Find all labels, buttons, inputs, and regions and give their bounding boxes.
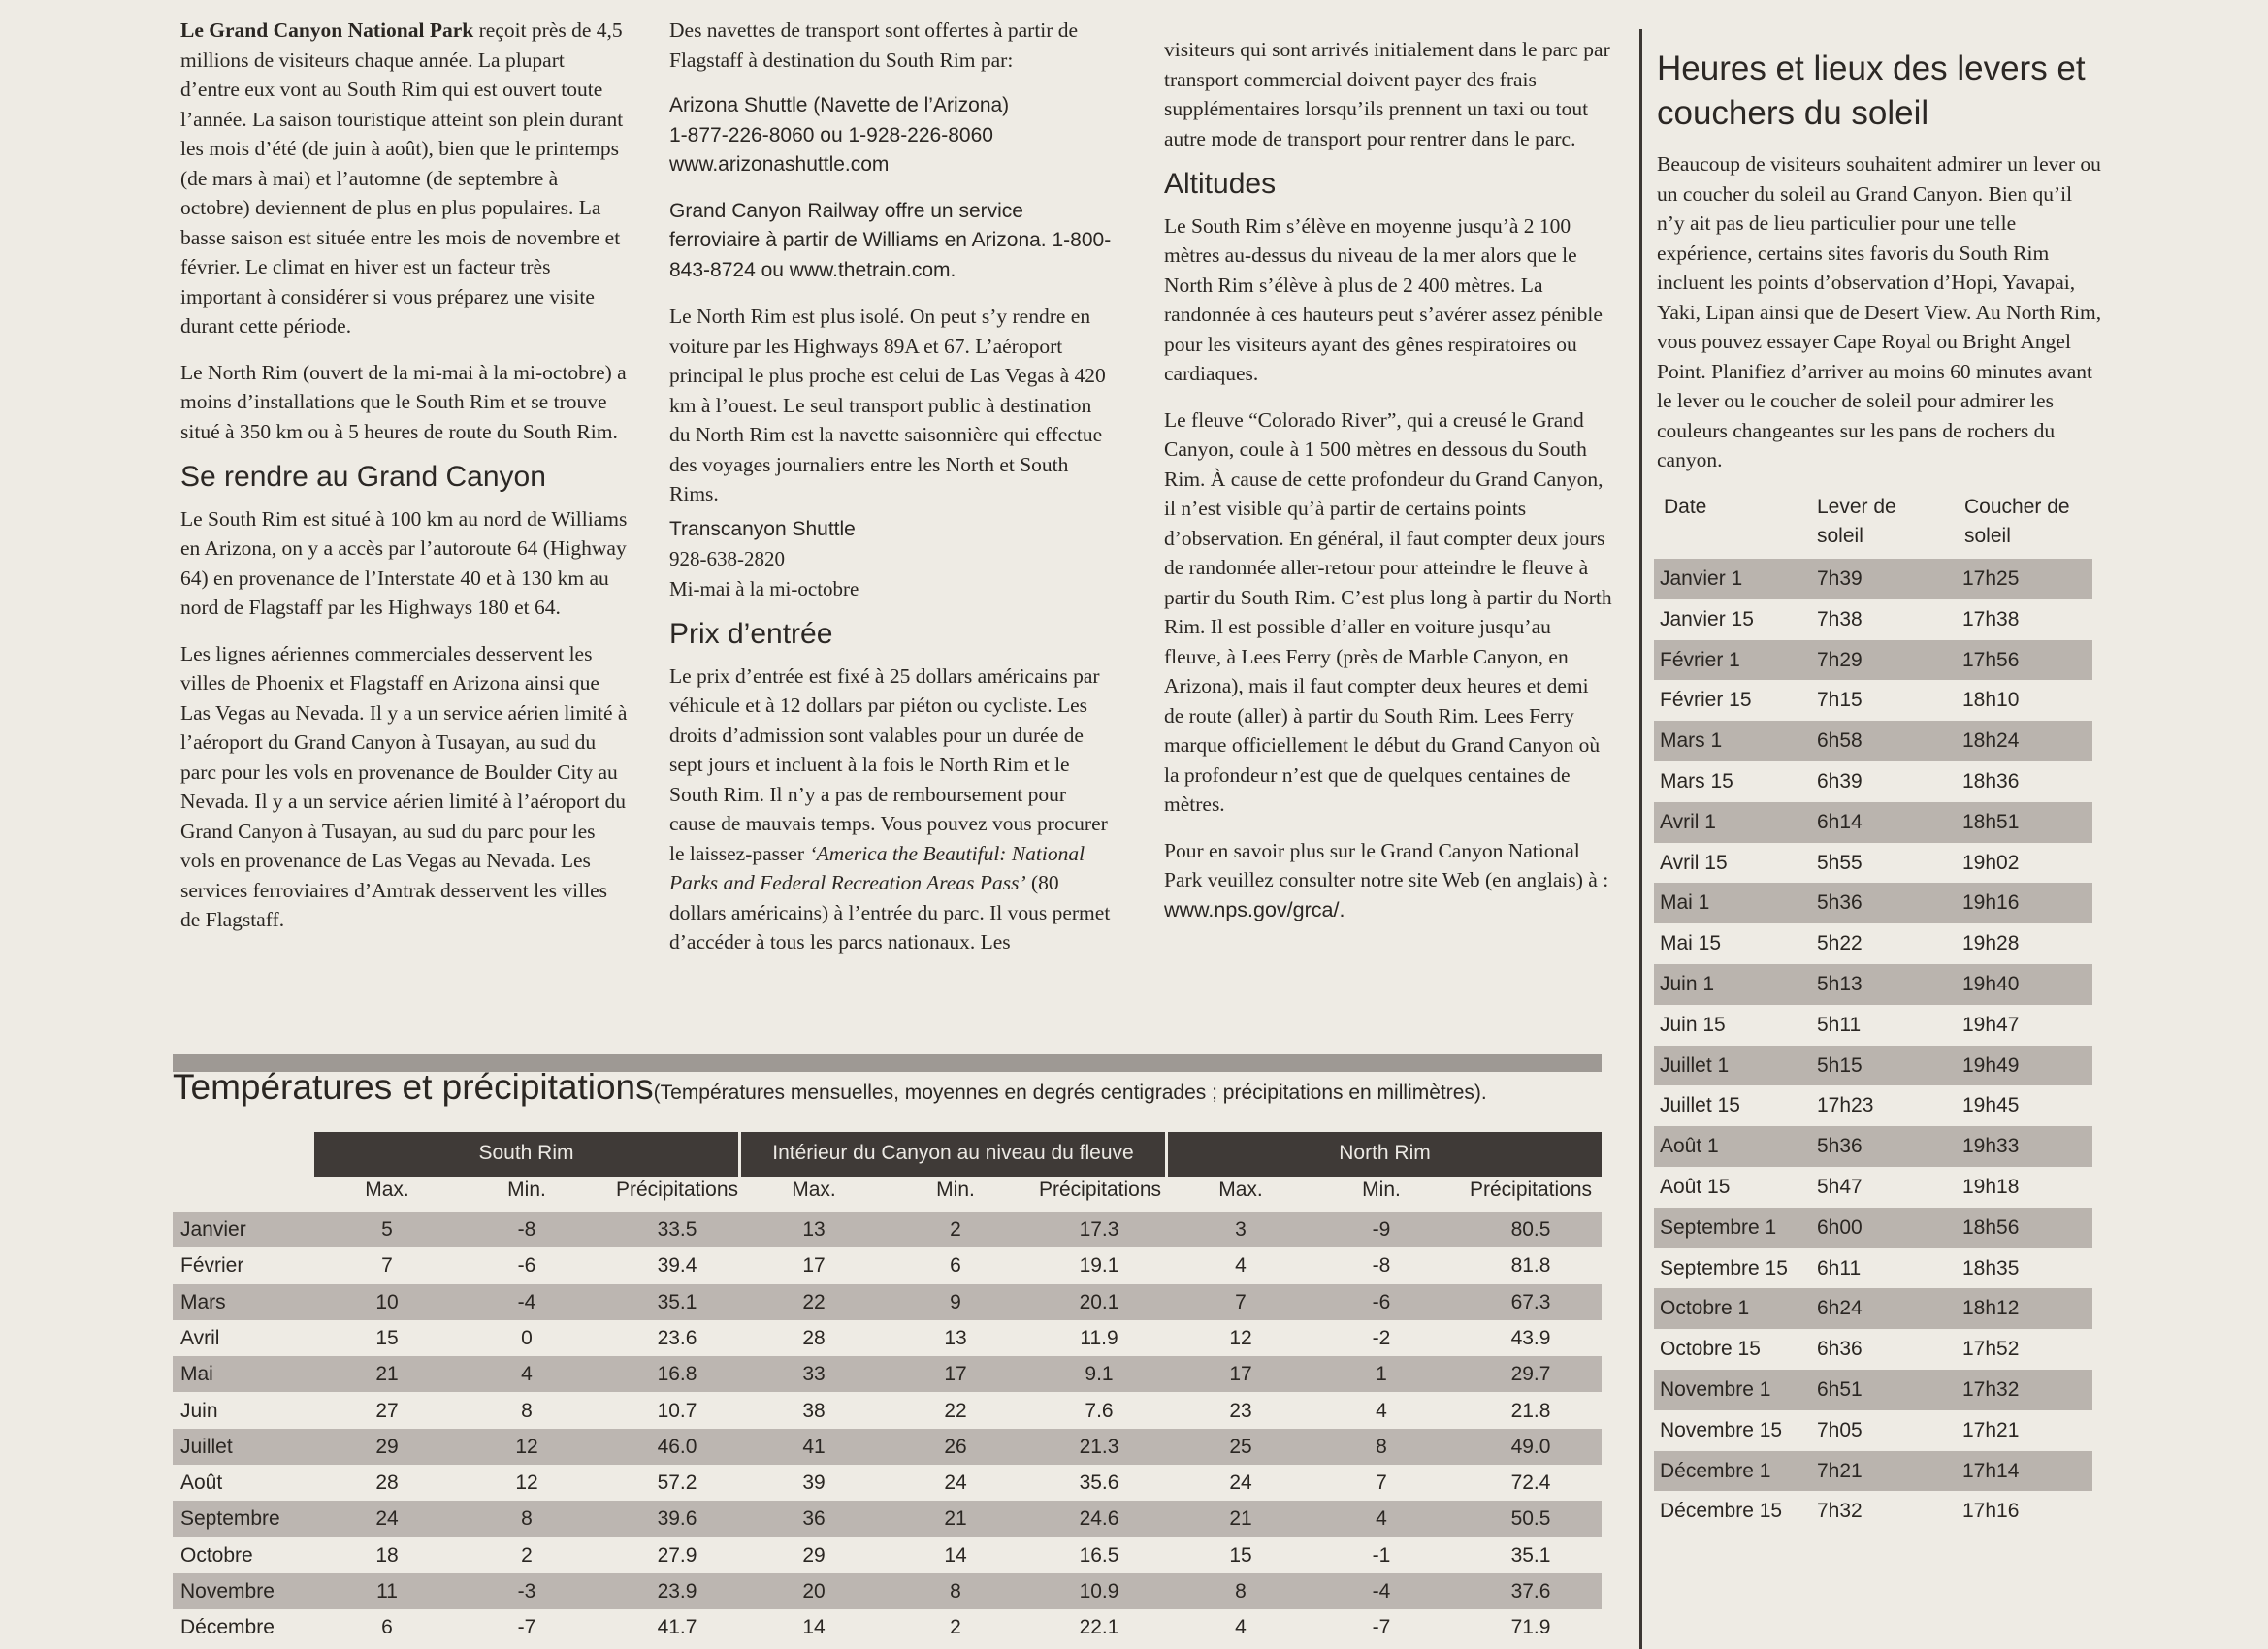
temperature-row (173, 1537, 1602, 1573)
temperature-cell: -7 (517, 1616, 536, 1639)
sun-col-date: Date (1664, 496, 1707, 518)
sunset-time: 17h16 (1962, 1500, 2020, 1523)
sunset-time: 17h56 (1962, 648, 2020, 671)
temperature-row (173, 1465, 1602, 1501)
temperature-cell: 7.6 (1085, 1399, 1114, 1422)
temperature-cell: 16.5 (1079, 1543, 1119, 1567)
transcanyon-block (669, 515, 1116, 604)
temperature-cell: 13 (802, 1218, 826, 1241)
sun-row (1654, 1126, 2092, 1167)
entry-fee-text-end: (80 dollars américains) à l’entrée du parc. Il vous permet d’accéder à tous les parcs nationaux. Les (669, 871, 1111, 954)
temperature-cell: 22 (802, 1290, 826, 1313)
month-label: Mars (180, 1290, 226, 1313)
sun-date: Octobre 15 (1660, 1338, 1761, 1361)
sun-col-sunset: Coucher de soleil (1964, 496, 2070, 547)
temperature-cell: 8 (521, 1507, 533, 1531)
sunrise-time: 7h39 (1817, 567, 1863, 590)
intro-text: reçoit près de 4,5 millions de visiteurs chaque année. La plupart d’entre eux vont au South Rim qui est ouvert toute l’année. La saison touristique atteint son plein durant les mois d’été (de juin à août), bien que le printemps (de mars à mai) et l’automne (de septembre à octobre) deviennent de plus en plus populaires. La basse saison est située entre les mois de novembre et février. Le climat en hiver est un facteur très important à considérer si vous préparez une visite durant cette période. (180, 18, 624, 338)
sun-date: Avril 15 (1660, 851, 1728, 874)
temperature-row (173, 1501, 1602, 1536)
temperature-cell: 21.8 (1510, 1399, 1551, 1422)
month-label: Décembre (180, 1616, 275, 1639)
temperature-cell: 14 (802, 1616, 826, 1639)
pass-name: ‘America the Beautiful: National Parks and Federal Recreation Areas Pass’ (669, 841, 1085, 894)
sun-row (1654, 964, 2092, 1005)
sunset-time: 19h40 (1962, 973, 2020, 995)
intro-park-name: Le Grand Canyon National Park (180, 18, 474, 42)
temperature-cell: -8 (1372, 1254, 1391, 1277)
subheader-precip: Précipitations (1469, 1179, 1593, 1201)
sun-row (1654, 1167, 2092, 1208)
sun-row (1654, 1288, 2092, 1329)
temperature-cell: 19.1 (1079, 1254, 1119, 1277)
temperature-cell: 27 (375, 1399, 399, 1422)
sunrise-time: 7h38 (1817, 607, 1863, 630)
sunset-time: 19h33 (1962, 1135, 2020, 1158)
sun-date: Mars 1 (1660, 729, 1723, 753)
sun-row (1654, 640, 2092, 681)
temperature-cell: 25 (1229, 1435, 1252, 1458)
temperature-cell: 17 (802, 1254, 826, 1277)
temperature-cell: 35.1 (657, 1290, 697, 1313)
temperature-cell: 35.6 (1079, 1471, 1119, 1495)
transcanyon-season: Mi-mai à la mi-octobre (669, 576, 859, 600)
heading-entry-fee: Prix d’entrée (669, 618, 833, 650)
temperature-cell: 36 (802, 1507, 826, 1531)
temperature-cell: 7 (1376, 1471, 1387, 1495)
temperature-cell: 12 (515, 1435, 538, 1458)
sun-row (1654, 802, 2092, 843)
sunset-time: 19h18 (1962, 1176, 2020, 1198)
nps-link[interactable]: www.nps.gov/grca/. (1164, 897, 1345, 922)
temperature-cell: 7 (1235, 1290, 1247, 1313)
sun-date: Novembre 1 (1660, 1378, 1771, 1401)
sunset-time: 18h35 (1962, 1256, 2020, 1279)
heading-sunrise-sunset: Heures et lieux des levers et couchers du soleil (1657, 49, 2086, 132)
sunset-time: 17h32 (1962, 1378, 2020, 1401)
temperature-cell: 2 (950, 1616, 961, 1639)
month-label: Janvier (180, 1218, 246, 1241)
temperature-cell: 80.5 (1510, 1218, 1551, 1241)
temperature-cell: 29 (802, 1543, 826, 1567)
temperature-cell: 21 (944, 1507, 967, 1531)
sun-date: Juin 15 (1660, 1013, 1726, 1036)
sunset-time: 19h47 (1962, 1013, 2020, 1036)
sun-date: Février 1 (1660, 648, 1740, 671)
shuttle-intro: Des navettes de transport sont offertes à partir de Flagstaff à destination du South Rim par: (669, 18, 1079, 72)
temperature-cell: 23.6 (657, 1326, 697, 1349)
temperature-cell: 8 (1376, 1435, 1387, 1458)
temperature-cell: 71.9 (1510, 1616, 1551, 1639)
transcanyon-phone: 928-638-2820 (669, 547, 785, 570)
railway-block: Grand Canyon Railway offre un service ferroviaire à partir de Williams en Arizona. 1-800-843-8724 ou www.thetrain.com. (669, 199, 1112, 281)
group-header-south-rim: South Rim (314, 1132, 738, 1177)
temperature-cell: 18 (375, 1543, 399, 1567)
column-1 (180, 16, 629, 952)
month-label: Août (180, 1471, 223, 1495)
temperature-cell: -4 (517, 1290, 536, 1313)
temperature-cell: 8 (1235, 1580, 1247, 1602)
subheader-min: Min. (507, 1179, 546, 1201)
temperature-cell: 15 (1229, 1543, 1252, 1567)
north-rim-access-paragraph: Le North Rim est plus isolé. On peut s’y rendre en voiture par les Highways 89A et 67. L’aéroport principal le plus proche est celui de Las Vegas à 420 km à l’ouest. Le seul transport public à destination du North Rim est la navette saisonnière qui effectue des voyages journaliers entre les North et South Rims. (669, 305, 1106, 505)
temperature-cell: 21.3 (1079, 1435, 1119, 1458)
temperature-cell: 2 (521, 1543, 533, 1567)
sun-col-sunrise: Lever de soleil (1817, 496, 1896, 547)
sun-row (1654, 1208, 2092, 1248)
sunset-time: 18h10 (1962, 689, 2020, 712)
entry-fee-text: Le prix d’entrée est fixé à 25 dollars américains par véhicule et à 12 dollars par piéton ou cycliste. Les droits d’admission sont valables pour un durée de sept jours et incluent à la fois le North Rim et le South Rim. Il n’y a pas de remboursement pour cause de mauvais temps. Vous pouvez vous procurer le laissez-passer (669, 663, 1108, 865)
colorado-river-paragraph: Le fleuve “Colorado River”, qui a creusé le Grand Canyon, coule à 1 500 mètres en dessous du South Rim. À cause de cette profondeur du Grand Canyon, il n’est visible qu’à partir de certains points d’observation. En général, il faut compter deux jours de randonnée aller-retour pour atteindre le fleuve à partir du South Rim. C’est plus long à partir du North Rim. Il est possible d’aller en voiture jusqu’au fleuve, à Lees Ferry (près de Marble Canyon, en Arizona), mais il faut compter deux heures et demi de route (aller) à partir du South Rim. Lees Ferry marque officiellement le début du Grand Canyon où la profondeur n’est que de quelques centaines de mètres. (1164, 407, 1612, 816)
sun-date: Avril 1 (1660, 810, 1716, 833)
sun-date: Février 15 (1660, 689, 1752, 712)
temperature-cell: 23 (1229, 1399, 1252, 1422)
sunrise-time: 6h36 (1817, 1338, 1863, 1361)
temperature-cell: 23.9 (657, 1580, 697, 1602)
sunrise-time: 5h36 (1817, 1135, 1863, 1158)
sunrise-time: 6h24 (1817, 1297, 1863, 1320)
sunrise-time: 7h05 (1817, 1418, 1863, 1441)
group-header-inner-canyon: Intérieur du Canyon au niveau du fleuve (741, 1132, 1165, 1177)
temperature-cell: 81.8 (1510, 1254, 1551, 1277)
temperature-row (173, 1212, 1602, 1247)
sun-date: Mai 15 (1660, 932, 1722, 955)
temperature-cell: -4 (1372, 1580, 1391, 1602)
sun-row (1654, 1370, 2092, 1410)
sunset-time: 18h51 (1962, 810, 2020, 833)
sun-date: Août 15 (1660, 1176, 1731, 1198)
temperature-cell: -7 (1372, 1616, 1391, 1639)
temperature-cell: 21 (1229, 1507, 1252, 1531)
sunrise-time: 7h21 (1817, 1459, 1863, 1482)
sunrise-time: 5h15 (1817, 1053, 1863, 1077)
sun-date: Août 1 (1660, 1135, 1719, 1158)
sunset-time: 19h45 (1962, 1094, 2020, 1117)
temperature-cell: 11 (376, 1580, 398, 1602)
sun-row (1654, 559, 2092, 599)
sun-date: Juillet 15 (1660, 1094, 1740, 1117)
north-rim-paragraph: Le North Rim (ouvert de la mi-mai à la mi-octobre) a moins d’installations que le South Rim et se trouve situé à 350 km ou à 5 heures de route du South Rim. (180, 360, 627, 443)
sunset-time: 19h28 (1962, 932, 2020, 955)
sunset-time: 18h12 (1962, 1297, 2020, 1320)
sunset-time: 17h21 (1962, 1418, 2020, 1441)
temperature-cell: 16.8 (657, 1363, 697, 1386)
month-label: Février (180, 1254, 244, 1277)
sunrise-time: 5h11 (1817, 1013, 1862, 1036)
temperature-cell: 37.6 (1510, 1580, 1551, 1602)
temperature-cell: 67.3 (1510, 1290, 1551, 1313)
sun-date: Mars 15 (1660, 770, 1733, 792)
arizona-shuttle-link[interactable]: www.arizonashuttle.com (669, 153, 890, 176)
temperature-cell: 41 (802, 1435, 826, 1458)
temperature-row (173, 1284, 1602, 1320)
sunrise-time: 6h00 (1817, 1215, 1863, 1239)
more-info-text: Pour en savoir plus sur le Grand Canyon National Park veuillez consulter notre site Web (en anglais) à : (1164, 838, 1609, 891)
temperature-cell: 57.2 (657, 1471, 697, 1495)
temperature-cell: 28 (375, 1471, 399, 1495)
temperature-row (173, 1609, 1602, 1645)
temperature-cell: 20 (802, 1580, 826, 1602)
month-label: Juillet (180, 1435, 233, 1458)
temperature-cell: -3 (517, 1580, 536, 1602)
group-header-north-rim: North Rim (1168, 1132, 1602, 1177)
temperature-cell: 33.5 (657, 1218, 697, 1241)
temperature-row (173, 1356, 1602, 1392)
sun-row (1654, 1491, 2092, 1532)
arizona-shuttle-block (669, 91, 1116, 180)
month-label: Octobre (180, 1543, 253, 1567)
temperature-cell: 39 (802, 1471, 826, 1495)
temperature-cell: 29.7 (1510, 1363, 1551, 1386)
temperature-cell: 4 (1235, 1254, 1247, 1277)
sun-row (1654, 1329, 2092, 1370)
temperature-cell: 35.1 (1510, 1543, 1551, 1567)
sunrise-time: 17h23 (1817, 1094, 1874, 1117)
intro-paragraph (180, 16, 629, 341)
temperature-cell: 4 (1376, 1399, 1387, 1422)
temperature-cell: 6 (381, 1616, 393, 1639)
temperature-cell: -6 (1372, 1290, 1391, 1313)
temperature-cell: -9 (1372, 1218, 1391, 1241)
temperature-cell: 22 (944, 1399, 967, 1422)
sun-row (1654, 923, 2092, 964)
subheader-min: Min. (936, 1179, 975, 1201)
sun-table-header (1654, 485, 2092, 555)
temperature-row (173, 1320, 1602, 1356)
temperature-cell: 27.9 (657, 1543, 697, 1567)
sun-row (1654, 761, 2092, 802)
month-label: Novembre (180, 1580, 275, 1602)
sun-date: Décembre 15 (1660, 1500, 1783, 1523)
sunset-time: 19h02 (1962, 851, 2020, 874)
more-info-paragraph (1164, 836, 1612, 925)
sunrise-time: 7h15 (1817, 689, 1863, 712)
column-3 (1164, 35, 1612, 941)
sunrise-time: 7h32 (1817, 1500, 1863, 1523)
sun-row (1654, 1248, 2092, 1289)
column-divider (1639, 29, 1642, 1649)
sun-row (1654, 883, 2092, 923)
sun-date: Janvier 1 (1660, 567, 1743, 590)
temperature-cell: 7 (381, 1254, 393, 1277)
temperature-cell: 17.3 (1079, 1218, 1119, 1241)
sun-row (1654, 1046, 2092, 1086)
temperature-cell: 72.4 (1510, 1471, 1551, 1495)
temperature-cell: 6 (950, 1254, 961, 1277)
temperature-cell: 14 (944, 1543, 967, 1567)
access-paragraph: Le South Rim est situé à 100 km au nord de Williams en Arizona, on y a accès par l’autoroute 64 (Highway 64) en provenance de l’Interstate 40 et à 130 km au nord de Flagstaff par les Highways 180 et 64. (180, 506, 628, 619)
temperature-cell: 39.4 (657, 1254, 697, 1277)
temperature-cell: 24.6 (1079, 1507, 1119, 1531)
temperature-row (173, 1393, 1602, 1429)
temperature-cell: 41.7 (657, 1616, 697, 1639)
temperature-cell: 11.9 (1080, 1326, 1118, 1349)
month-label: Avril (180, 1326, 220, 1349)
temperature-subheaders (173, 1179, 1602, 1212)
temperature-cell: 1 (1376, 1363, 1387, 1386)
sunrise-time: 6h39 (1817, 770, 1863, 792)
temperature-cell: 2 (950, 1218, 961, 1241)
temperature-cell: -2 (1372, 1326, 1391, 1349)
temperature-cell: 39.6 (657, 1507, 697, 1531)
temperature-cell: 3 (1235, 1218, 1247, 1241)
subheader-max: Max. (1218, 1179, 1263, 1201)
heading-access: Se rendre au Grand Canyon (180, 461, 546, 493)
sunrise-time: 6h51 (1817, 1378, 1863, 1401)
entry-fee-paragraph (669, 662, 1116, 957)
sunset-time: 18h36 (1962, 770, 2020, 792)
sunset-time: 17h52 (1962, 1338, 2020, 1361)
sunrise-time: 7h29 (1817, 648, 1863, 671)
temperature-cell: -1 (1372, 1543, 1391, 1567)
temperature-cell: 22.1 (1079, 1616, 1119, 1639)
month-label: Septembre (180, 1507, 280, 1531)
transcanyon-name: Transcanyon Shuttle (669, 517, 856, 540)
sunrise-time: 6h58 (1817, 729, 1863, 753)
temperature-cell: 8 (521, 1399, 533, 1422)
temperature-cell: 43.9 (1510, 1326, 1551, 1349)
sun-date: Octobre 1 (1660, 1297, 1750, 1320)
sunset-time: 19h16 (1962, 891, 2020, 915)
subheader-min: Min. (1362, 1179, 1401, 1201)
temperature-cell: 20.1 (1079, 1290, 1119, 1313)
temperature-cell: 4 (1376, 1507, 1387, 1531)
sunrise-time: 5h13 (1817, 973, 1863, 995)
temperature-cell: 26 (944, 1435, 967, 1458)
sun-row (1654, 1451, 2092, 1492)
temperature-cell: -6 (517, 1254, 536, 1277)
sun-date: Novembre 15 (1660, 1418, 1783, 1441)
temperature-cell: 10 (375, 1290, 399, 1313)
sunset-time: 18h24 (1962, 729, 2020, 753)
temperature-cell: 10.7 (657, 1399, 697, 1422)
sunset-time: 17h25 (1962, 567, 2020, 590)
altitudes-paragraph: Le South Rim s’élève en moyenne jusqu’à 2 100 mètres au-dessus du niveau de la mer alors que le North Rim s’élève à plus de 2 400 mètres. La randonnée à ces hauteurs peut s’avérer assez pénible pour les visiteurs ayant des gênes respiratoires ou cardiaques. (1164, 213, 1603, 385)
temperature-cell: 9 (950, 1290, 961, 1313)
sun-date: Juillet 1 (1660, 1053, 1730, 1077)
sun-row (1654, 1410, 2092, 1451)
sun-date: Septembre 15 (1660, 1256, 1788, 1279)
temperature-cell: 4 (1235, 1616, 1247, 1639)
temperature-subtitle: (Températures mensuelles, moyennes en degrés centigrades ; précipitations en millimètres). (653, 1082, 1487, 1104)
sunrise-time: 5h22 (1817, 932, 1863, 955)
sun-row (1654, 1005, 2092, 1046)
temperature-row (173, 1573, 1602, 1609)
temperature-cell: 17 (1229, 1363, 1252, 1386)
temperature-cell: -8 (517, 1218, 536, 1241)
temperature-row (173, 1429, 1602, 1465)
temperature-cell: 12 (515, 1471, 538, 1495)
column-2 (669, 16, 1116, 974)
sunset-time: 17h38 (1962, 607, 2020, 630)
temperature-heading: Températures et précipitations (173, 1067, 654, 1107)
temperature-cell: 24 (375, 1507, 399, 1531)
temperature-row (173, 1247, 1602, 1283)
temperature-cell: 24 (944, 1471, 967, 1495)
temperature-cell: 4 (521, 1363, 533, 1386)
sun-date: Janvier 15 (1660, 607, 1754, 630)
subheader-precip: Précipitations (1038, 1179, 1162, 1201)
commercial-transport-paragraph: visiteurs qui sont arrivés initialement dans le parc par transport commercial doivent payer des frais supplémentaires lorsqu’ils prennent un taxi ou tout autre mode de transport pour rentrer dans le parc. (1164, 38, 1610, 150)
temperature-title (173, 1067, 1487, 1108)
sunset-time: 18h56 (1962, 1215, 2020, 1239)
temperature-cell: 9.1 (1085, 1363, 1114, 1386)
arizona-shuttle-name: Arizona Shuttle (Navette de l’Arizona) (669, 94, 1010, 116)
temperature-cell: 21 (375, 1363, 399, 1386)
sunrise-time: 6h11 (1817, 1256, 1862, 1279)
subheader-max: Max. (365, 1179, 409, 1201)
sun-date: Septembre 1 (1660, 1215, 1777, 1239)
sun-row (1654, 1085, 2092, 1126)
temperature-cell: 5 (381, 1218, 393, 1241)
temperature-cell: 12 (1229, 1326, 1252, 1349)
temperature-cell: 29 (375, 1435, 399, 1458)
subheader-max: Max. (792, 1179, 836, 1201)
temperature-cell: 38 (802, 1399, 826, 1422)
sunrise-paragraph: Beaucoup de visiteurs souhaitent admirer un lever ou un coucher du soleil au Grand Canyon. Bien qu’il n’y ait pas de lieu particulier pour une telle expérience, certains sites favoris du South Rim incluent les points d’observation d’Hopi, Yavapai, Yaki, Lipan ainsi que de Desert View. Au North Rim, vous pouvez essayer Cape Royal ou Bright Angel Point. Planifiez d’arriver au moins 60 minutes avant le lever ou le coucher de soleil pour admirer les couleurs changeantes sur les pans de rochers du canyon. (1657, 152, 2102, 471)
sun-row (1654, 721, 2092, 761)
column-4 (1657, 21, 2103, 492)
temperature-cell: 46.0 (657, 1435, 697, 1458)
temperature-cell: 28 (802, 1326, 826, 1349)
month-label: Juin (180, 1399, 218, 1422)
sunrise-time: 5h55 (1817, 851, 1863, 874)
sunrise-time: 6h14 (1817, 810, 1863, 833)
sunrise-time: 5h36 (1817, 891, 1863, 915)
temperature-cell: 33 (802, 1363, 826, 1386)
arizona-shuttle-phone: 1-877-226-8060 ou 1-928-226-8060 (669, 123, 993, 146)
sunset-time: 17h14 (1962, 1459, 2020, 1482)
temperature-cell: 13 (944, 1326, 967, 1349)
month-label: Mai (180, 1363, 213, 1386)
sun-row (1654, 599, 2092, 640)
subheader-precip: Précipitations (615, 1179, 739, 1201)
temperature-cell: 17 (944, 1363, 967, 1386)
temperature-cell: 0 (521, 1326, 533, 1349)
sun-date: Mai 1 (1660, 891, 1710, 915)
temperature-cell: 8 (950, 1580, 961, 1602)
temperature-cell: 49.0 (1510, 1435, 1551, 1458)
sunset-time: 19h49 (1962, 1053, 2020, 1077)
sunrise-time: 5h47 (1817, 1176, 1863, 1198)
sun-row (1654, 680, 2092, 721)
heading-altitudes: Altitudes (1164, 168, 1277, 200)
temperature-cell: 50.5 (1510, 1507, 1551, 1531)
sun-date: Décembre 1 (1660, 1459, 1771, 1482)
airlines-paragraph: Les lignes aériennes commerciales desservent les villes de Phoenix et Flagstaff en Arizona ainsi que Las Vegas au Nevada. Il y a un service aérien limité à l’aéroport du Grand Canyon à Tusayan, au sud du parc pour les vols en provenance de Boulder City au Nevada. Il y a un service aérien limité à l’aéroport du Grand Canyon à Tusayan, au sud du parc pour les vols en provenance de Las Vegas au Nevada. Les services ferroviaires d’Amtrak desservent les villes de Flagstaff. (180, 641, 628, 931)
sun-row (1654, 843, 2092, 884)
temperature-cell: 10.9 (1079, 1580, 1119, 1602)
temperature-cell: 24 (1229, 1471, 1252, 1495)
temperature-cell: 15 (375, 1326, 399, 1349)
sun-date: Juin 1 (1660, 973, 1715, 995)
